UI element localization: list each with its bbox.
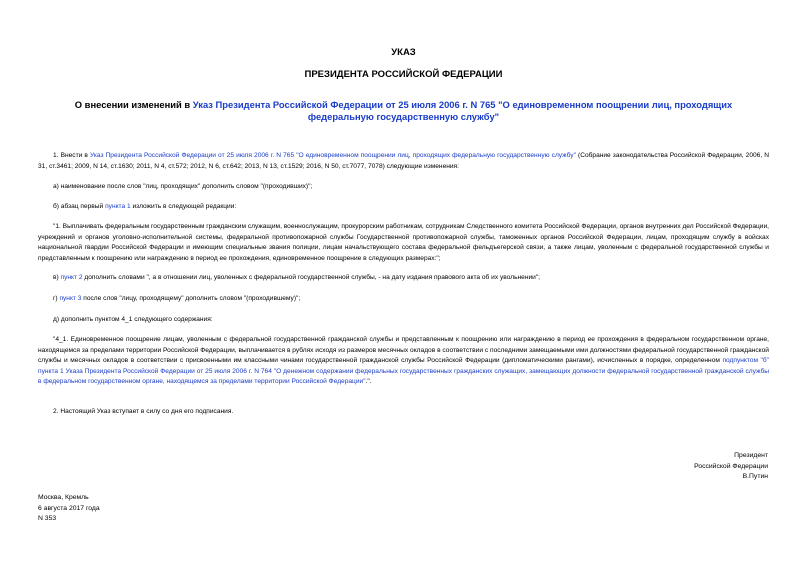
- signature-title: Президент: [734, 452, 768, 459]
- document-subject: [45, 99, 762, 123]
- pb-suffix: изложить в следующей редакции:: [130, 203, 237, 210]
- paragraph-1: [38, 151, 769, 172]
- pv-suffix: дополнить словами ", а в отношении лиц, уволенных с федеральной государственной службы, - на дату издания правового акта об их увольнении";: [82, 274, 541, 281]
- paragraph-a: а) наименование после слов "лиц, проходящих" дополнить словом "(проходивших)";: [53, 183, 313, 190]
- pv-link[interactable]: пункт 2: [60, 274, 83, 281]
- p1-suffix: (Собрание законодательства Российской Федерации, 2006, N 31, ст.3461; 2009, N 14, ст.1630; 2011, N 4, ст.572; 2012, N 6, ст.642; 2013, N 13, ст.1529; 2016, N 50, ст.7077, 7078) следующие изменения:: [38, 152, 769, 170]
- place-city: Москва, Кремль: [38, 494, 89, 501]
- place-date: 6 августа 2017 года: [38, 504, 100, 512]
- document-title: УКАЗ: [391, 47, 416, 58]
- paragraph-v: [38, 273, 769, 284]
- paragraph-g: [38, 294, 769, 305]
- pv-prefix: в): [53, 274, 61, 281]
- subject-link[interactable]: Указ Президента Российской Федерации от 25 июля 2006 г. N 765 "О единовременном поощрении лиц, проходящих федеральную государственную службу": [192, 99, 733, 122]
- signature-block: [694, 451, 768, 483]
- paragraph-d: д) дополнить пунктом 4_1 следующего содержания:: [53, 316, 213, 323]
- p1-link[interactable]: Указ Президента Российской Федерации от 25 июля 2006 г. N 765 "О единовременном поощрении лиц, проходящих федеральную государственную службу": [89, 152, 576, 159]
- quote2-link[interactable]: подпунктом "б" пункта 1 Указа Президента Российской Федерации от 25 июля 2006 г. N 764 "О денежном содержании федеральных государственных гражданских служащих, замещающих должности федеральной государственной гражданской службы в федеральном государственном органе, находящемся за пределами территории Российской Федерации": [38, 357, 769, 385]
- quote2-suffix: .".: [365, 378, 372, 385]
- paragraph-2: 2. Настоящий Указ вступает в силу со дня его подписания.: [53, 408, 234, 415]
- quote-paragraph-1: "1. Выплачивать федеральным государственным гражданским служащим, военнослужащим, прокурорским работникам, сотрудникам Следственного комитета Российской Федерации, органов внутренних дел Российской Федерации, учреждений и органов уголовно-исполнительной системы, федеральной противопожарной службы Государственной противопожарной службы, таможенных органов Российской Федерации, лицам, проходящим службу в войсках национальной гвардии Российской Федерации и имеющим специальные звания полиции, лицам начальствующего состава федеральной фельдъегерской связи, а также лицам, уволенным с федеральной государственной службы и представленным к поощрению или награждению в период ее прохождения, единовременное поощрение в следующих размерах:";: [38, 223, 769, 262]
- document-issuer: ПРЕЗИДЕНТА РОССИЙСКОЙ ФЕДЕРАЦИИ: [304, 69, 503, 80]
- pg-prefix: г): [53, 295, 60, 302]
- p1-prefix: 1. Внести в: [53, 152, 90, 159]
- pb-prefix: б) абзац первый: [53, 203, 106, 210]
- pg-suffix: после слов "лицу, проходящему" дополнить словом "(проходившему)";: [81, 295, 301, 302]
- signature-name: В.Путин: [742, 473, 768, 480]
- quote-paragraph-2: [38, 335, 769, 388]
- document-number: N 353: [38, 515, 57, 522]
- signature-org: Российской Федерации: [694, 462, 768, 470]
- paragraph-b: [38, 202, 769, 213]
- pb-link[interactable]: пункта 1: [105, 203, 131, 210]
- quote2-prefix: "4_1. Единовременное поощрение лицам, уволенным с федеральной государственной гражданской службы и представленным к поощрению или награждению в период ее прохождения в федеральном государственном органе, находящемся за пределами территории Российской Федерации, выплачивается в рублях исходя из размеров месячных окладов в соответствии с последними замещаемыми ими должностями федеральной государственной гражданской службы и месячных окладов в соответствии с присвоенными им классными чинами государственной гражданской службы Российской Федерации (дипломатическими рангами), исчисленных в порядке, определенном: [38, 336, 769, 364]
- subject-prefix: О внесении изменений в: [74, 99, 193, 110]
- pg-link[interactable]: пункт 3: [59, 295, 82, 302]
- place-date-block: [38, 493, 100, 525]
